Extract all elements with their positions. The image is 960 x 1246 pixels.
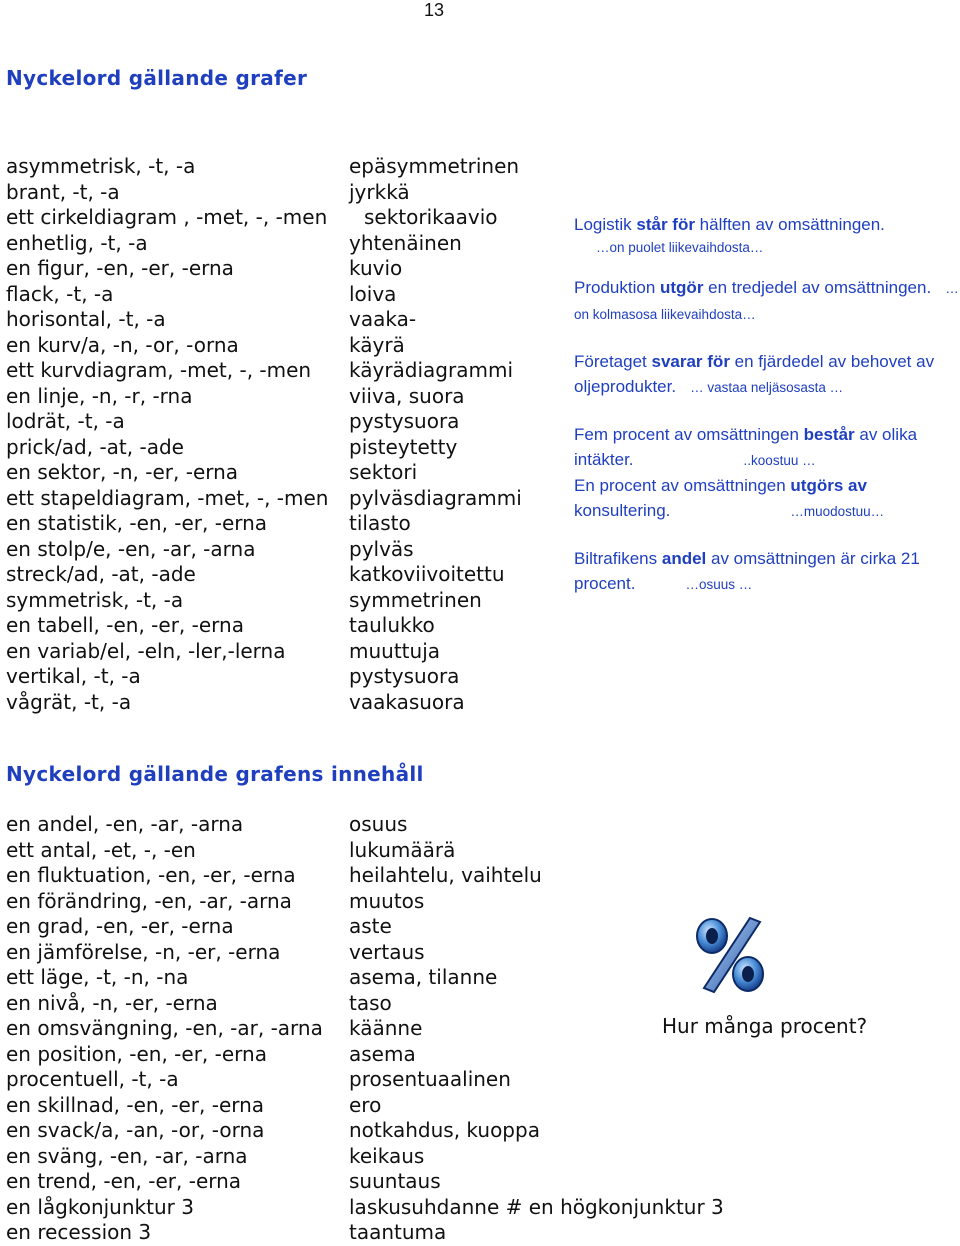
term-finnish: pystysuora: [349, 664, 460, 688]
term-finnish: pylväsdiagrammi: [349, 485, 522, 510]
term-finnish: loiva: [349, 281, 397, 306]
term-finnish: suuntaus: [349, 1169, 441, 1193]
term-finnish: notkahdus, kuoppa: [349, 1118, 540, 1142]
term-finnish: sektorikaavio: [364, 205, 498, 229]
term-swedish: en variab/el, -eln, -ler,-lerna: [6, 638, 286, 663]
example-translation: …osuus …: [685, 577, 753, 592]
term-swedish: symmetrisk, -t, -a: [6, 587, 184, 612]
term-finnish: osuus: [349, 812, 408, 836]
term-swedish: ett läge, -t, -n, -na: [6, 965, 189, 989]
term-finnish: muuttuja: [349, 638, 441, 663]
percent-icon: [690, 912, 770, 997]
term-swedish: horisontal, -t, -a: [6, 307, 166, 331]
example-translation: …on kolmasosa liikevaihdosta…: [574, 281, 959, 322]
section-title-graphs: Nyckelord gällande grafer: [6, 66, 308, 90]
term-finnish: aste: [349, 914, 392, 938]
term-swedish: en nivå, -n, -er, -erna: [6, 990, 218, 1015]
term-swedish: en omsvängning, -en, -ar, -arna: [6, 1016, 323, 1040]
term-swedish: en sväng, -en, -ar, -arna: [6, 1143, 248, 1168]
example-text: Biltrafikens: [574, 549, 662, 568]
term-swedish: en lågkonjunktur 3: [6, 1194, 194, 1219]
term-swedish: flack, -t, -a: [6, 281, 114, 306]
term-swedish: ett cirkeldiagram , -met, -, -men: [6, 205, 328, 229]
term-finnish: käyrä: [349, 332, 405, 357]
term-finnish: käänne: [349, 1016, 423, 1040]
question-text: Hur många procent?: [662, 1014, 868, 1038]
example-sentence: [574, 546, 960, 597]
term-finnish: kuvio: [349, 256, 403, 280]
term-finnish: keikaus: [349, 1143, 425, 1168]
term-swedish: en grad, -en, -er, -erna: [6, 914, 234, 938]
example-translation: … vastaa neljäsosasta …: [690, 380, 844, 395]
term-finnish: vaakasuora: [349, 689, 465, 714]
term-swedish: en linje, -n, -r, -rna: [6, 383, 193, 408]
term-finnish: tilasto: [349, 511, 411, 535]
term-finnish: heilahtelu, vaihtelu: [349, 863, 542, 887]
term-finnish: pylväs: [349, 536, 414, 561]
term-swedish: asymmetrisk, -t, -a: [6, 154, 196, 178]
term-finnish: asema: [349, 1041, 416, 1066]
term-finnish: viiva, suora: [349, 383, 465, 408]
example-text: en fjärdedel av behovet av oljeprodukter.: [574, 352, 935, 396]
example-keyword: utgör: [660, 278, 704, 297]
term-swedish: en sektor, -n, -er, -erna: [6, 460, 239, 484]
term-swedish: ett antal, -et, -, -en: [6, 837, 196, 862]
term-swedish: en trend, -en, -er, -erna: [6, 1169, 242, 1193]
term-finnish: prosentuaalinen: [349, 1067, 511, 1091]
example-sentence: [574, 349, 960, 400]
term-swedish: en kurv/a, -n, -or, -orna: [6, 332, 239, 357]
example-text: Logistik: [574, 215, 637, 234]
term-swedish: ett stapeldiagram, -met, -, -men: [6, 485, 329, 510]
term-swedish: lodrät, -t, -a: [6, 409, 125, 433]
example-sentence: [574, 212, 960, 259]
term-finnish: katkoviivoitettu: [349, 562, 505, 586]
example-sentences: [574, 212, 960, 597]
term-finnish: asema, tilanne: [349, 965, 498, 989]
term-swedish: en fluktuation, -en, -er, -erna: [6, 863, 296, 887]
term-finnish: taso: [349, 990, 392, 1015]
example-text: hälften av omsättningen.: [694, 215, 885, 234]
example-keyword: svarar för: [651, 352, 730, 371]
term-swedish: ett kurvdiagram, -met, -, -men: [6, 358, 312, 382]
example-translation: …on puolet liikevaihdosta…: [596, 240, 764, 255]
example-text: en tredjedel av omsättningen.: [703, 278, 932, 297]
term-finnish: epäsymmetrinen: [349, 154, 520, 178]
example-keyword: andel: [661, 549, 707, 568]
term-swedish: en figur, -en, -er, -erna: [6, 256, 234, 280]
term-swedish: vågrät, -t, -a: [6, 689, 132, 714]
term-finnish: symmetrinen: [349, 587, 482, 612]
example-text: En procent av omsättningen: [574, 476, 791, 495]
term-swedish: en jämförelse, -n, -er, -erna: [6, 939, 281, 964]
term-swedish: en statistik, -en, -er, -erna: [6, 511, 268, 535]
term-swedish: enhetlig, -t, -a: [6, 230, 148, 255]
example-translation: …muodostuu…: [790, 504, 885, 519]
example-sentence: [574, 473, 960, 524]
term-finnish: käyrädiagrammi: [349, 358, 514, 382]
term-finnish: yhtenäinen: [349, 230, 462, 255]
section-title-graph-content: Nyckelord gällande grafens innehåll: [6, 762, 424, 786]
term-swedish: en andel, -en, -ar, -arna: [6, 812, 244, 836]
example-text: av omsättningen är cirka 21 procent.: [574, 549, 920, 593]
term-finnish: taantuma: [349, 1220, 447, 1244]
example-text: av olika intäkter.: [574, 425, 918, 469]
example-keyword: står för: [636, 215, 695, 234]
term-finnish: sektori: [349, 460, 418, 484]
term-finnish: jyrkkä: [349, 179, 410, 204]
term-swedish: en recession 3: [6, 1220, 152, 1244]
term-finnish: vaaka-: [349, 307, 417, 331]
term-finnish: ero: [349, 1092, 382, 1117]
example-text: Produktion: [574, 278, 660, 297]
term-swedish: procentuell, -t, -a: [6, 1067, 179, 1091]
example-translation: ..koostuu …: [743, 453, 816, 468]
term-finnish: pystysuora: [349, 409, 460, 433]
term-swedish: brant, -t, -a: [6, 179, 120, 204]
term-swedish: prick/ad, -at, -ade: [6, 434, 184, 459]
example-text: konsultering.: [574, 501, 671, 520]
term-swedish: en förändring, -en, -ar, -arna: [6, 888, 292, 913]
example-keyword: utgörs av: [790, 476, 867, 495]
example-sentence: [574, 422, 960, 473]
example-text: Fem procent av omsättningen: [574, 425, 804, 444]
term-finnish: laskusuhdanne # en högkonjunktur 3: [349, 1194, 724, 1219]
term-finnish: vertaus: [349, 939, 425, 964]
term-swedish: en svack/a, -an, -or, -orna: [6, 1118, 265, 1142]
term-swedish: streck/ad, -at, -ade: [6, 562, 196, 586]
page-number: 13: [424, 0, 445, 20]
term-swedish: en position, -en, -er, -erna: [6, 1041, 267, 1066]
term-swedish: vertikal, -t, -a: [6, 664, 141, 688]
example-sentence: [574, 275, 960, 327]
term-swedish: en tabell, -en, -er, -erna: [6, 613, 244, 637]
term-swedish: en stolp/e, -en, -ar, -arna: [6, 536, 256, 561]
term-finnish: taulukko: [349, 613, 435, 637]
example-keyword: består: [803, 425, 855, 444]
term-finnish: muutos: [349, 888, 425, 913]
example-text: Företaget: [574, 352, 652, 371]
term-finnish: pisteytetty: [349, 434, 458, 459]
term-finnish: lukumäärä: [349, 837, 456, 862]
term-swedish: en skillnad, -en, -er, -erna: [6, 1092, 265, 1117]
